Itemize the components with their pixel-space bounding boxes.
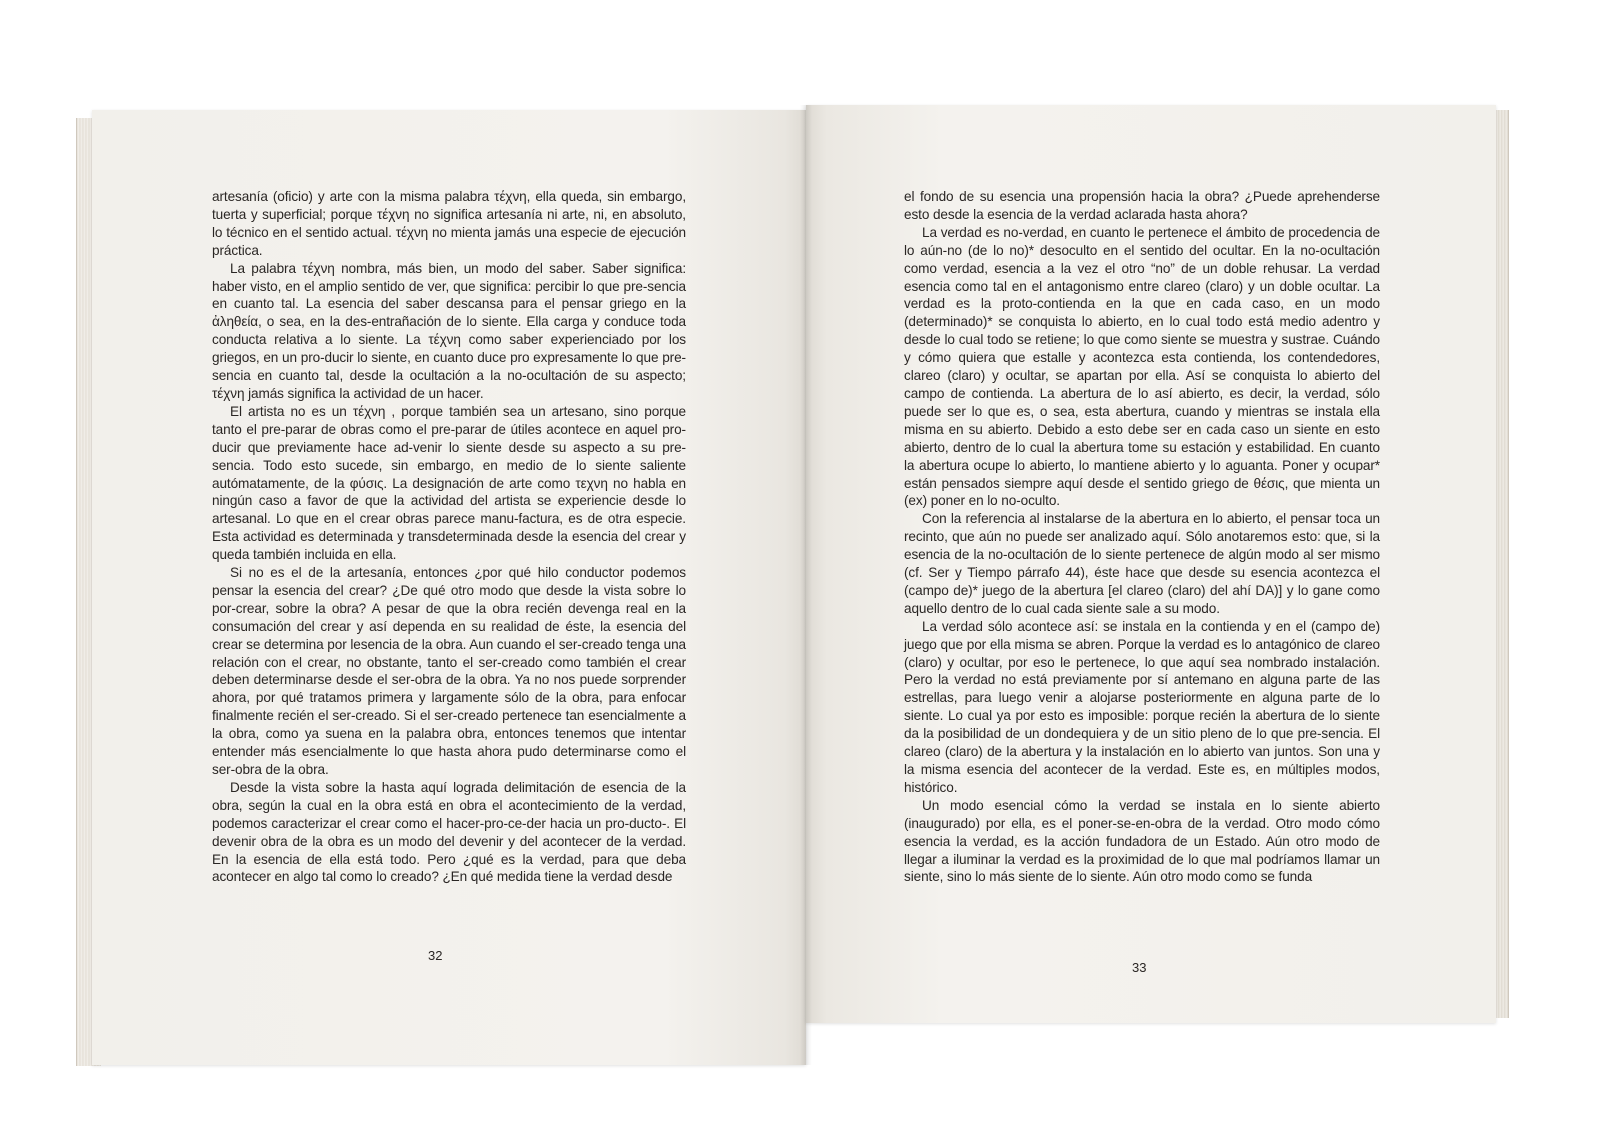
page-edges-right xyxy=(1494,110,1509,1018)
paragraph: artesanía (oficio) y arte con la misma palabra τέχνη, ella queda, sin embargo, tuerta y superficial; porque τέχνη no significa artesanía ni arte, ni, en absoluto, lo técnico en el sentido actual. τέχνη no mienta jamás una especie de ejecución práctica. xyxy=(212,189,686,258)
paragraph: el fondo de su esencia una propensión hacia la obra? ¿Puede aprehenderse esto desde la esencia de la verdad aclarada hasta ahora? xyxy=(904,189,1380,222)
book-gutter xyxy=(800,105,812,1065)
paragraph: El artista no es un τέχνη , porque también sea un artesano, sino porque tanto el pre-parar de obras como el pre-parar de útiles acontece en aquel pro-ducir que previamente hace ad-venir lo siente desde su aspecto a su pre-sencia. Todo esto sucede, sin embargo, en medio de lo siente saliente autómatamente, de la φύσις. La designación de arte como τεχνη no habla en ningún caso a favor de que la actividad del artista se experiencie desde lo artesanal. Lo que en el crear obras parece manu-factura, es de otra especie. Esta actividad es determinada y transdeterminada desde la esencia del crear y queda también incluida en ella. xyxy=(212,403,686,563)
paragraph: Un modo esencial cómo la verdad se instala en lo siente abierto (inaugurado) por ella, es el poner-se-en-obra de la verdad. Otro modo cómo esencia la verdad, es la acción fundadora de un Estado. Aún otro modo de llegar a iluminar la verdad es la proximidad de lo que mal podríamos llamar un siente, sino lo más siente de lo siente. Aún otro modo como se funda xyxy=(904,797,1380,885)
page-number-left: 32 xyxy=(428,948,443,963)
paragraph: Si no es el de la artesanía, entonces ¿por qué hilo conductor podemos pensar la esencia del crear? ¿De qué otro modo que desde la vista sobre lo por-crear, sobre la obra? A pesar de que la obra recién devenga real en la consumación del crear y así dependa en su realidad de éste, la esencia del crear se determina por lesencia de la obra. Aun cuando el ser-creado tenga una relación con el crear, no obstante, tanto el ser-creado como también el crear deben determinarse desde el ser-obra de la obra. Ya no nos puede sorprender ahora, por qué tratamos primera y largamente sólo de la obra, para enfocar finalmente recién el ser-creado. Si el ser-creado pertenece tan esencialmente a la obra, como ya suena en la palabra obra, entonces tenemos que intentar entender más esencialmente lo que hasta ahora pudo determinarse como el ser-obra de la obra. xyxy=(212,565,686,777)
paragraph: Con la referencia al instalarse de la abertura en lo abierto, el pensar toca un recinto, que aún no puede ser analizado aquí. Sólo anotaremos esto: que, si la esencia de la no-ocultación de lo siente pertenece de algún modo al ser mismo (cf. Ser y Tiempo párrafo 44), éste hace que desde su esencia acontezca el (campo de)* juego de la abertura [el clareo (claro) del ahí DA)] y lo gane como aquello dentro de lo cual cada siente sale a su modo. xyxy=(904,511,1380,616)
right-page-text xyxy=(904,188,1380,886)
paragraph: Desde la vista sobre la hasta aquí lograda delimitación de esencia de la obra, según la cual en la obra está en obra el acontecimiento de la verdad, podemos caracterizar el crear como el hacer-pro-ce-der hacia un pro-ducto-. El devenir obra de la obra es un modo del devenir y del acontecer de la verdad. En la esencia de ella está todo. Pero ¿qué es la verdad, para que deba acontecer en algo tal como lo creado? ¿En qué medida tiene la verdad desde xyxy=(212,779,686,885)
paragraph: La verdad sólo acontece así: se instala en la contienda y en el (campo de) juego que por ella misma se abren. Porque la verdad es lo antagónico de clareo (claro) y ocultar, por eso le pertenece, lo que aquí sea nombrado instalación. Pero la verdad no está previamente por sí antemano en alguna parte de las estrellas, para luego venir a alojarse posteriormente en alguna parte de lo siente. Lo cual ya por esto es imposible: porque recién la abertura de lo siente da la posibilidad de un dondequiera y de un sitio pleno de lo que pre-sencia. El clareo (claro) de la abertura y la instalación en lo abierto van juntos. Son una y la misma esencia del acontecer de la verdad. Este es, en múltiples modos, histórico. xyxy=(904,618,1380,795)
page-number-right: 33 xyxy=(1132,960,1147,975)
paragraph: La verdad es no-verdad, en cuanto le pertenece el ámbito de procedencia de lo aún-no (de lo no)* desoculto en el sentido del ocultar. En la no-ocultación como verdad, esencia a la vez el otro “no” de un doble rehusar. La verdad esencia como tal en el antagonismo entre clareo (claro) y un doble ocultar. La verdad es la proto-contienda en la que en cada caso, en un modo (determinado)* se conquista lo abierto, en lo cual todo está medio adentro y desde lo cual todo se retiene; lo que como siente se muestra y sustrae. Cuándo y cómo quiera que estalle y acontezca esta contienda, los contendedores, clareo (claro) y ocultar, se apartan por ella. Así se conquista lo abierto del campo de contienda. La abertura de lo así abierto, es decir, la verdad, sólo puede ser lo que es, o sea, esta abertura, cuando y mientras se instala ella misma en su abierto. Debido a esto debe ser en cada caso un siente en esto abierto, dentro de lo cual la abertura tome su estación y estabilidad. En cuanto la abertura ocupe lo abierto, lo mantiene abierto y lo aguanta. Poner y ocupar* están pensados siempre aquí desde el sentido griego de θέσις, que mienta un (ex) poner en lo no-oculto. xyxy=(904,224,1380,509)
left-page-text xyxy=(212,188,686,886)
paragraph: La palabra τέχνη nombra, más bien, un modo del saber. Saber significa: haber visto, en el amplio sentido de ver, que significa: percibir lo que pre-sencia en cuanto tal. La esencia del saber descansa para el pensar griego en la ἀληθεία, o sea, en la des-entrañación de lo siente. Ella carga y conduce toda conducta relativa a lo siente. La τέχνη como saber experienciado por los griegos, en un pro-ducir lo siente, en cuanto duce pro expresamente lo que pre-sencia en cuanto tal, desde la ocultación a la no-ocultación de su aspecto; τέχνη jamás significa la actividad de un hacer. xyxy=(212,260,686,401)
